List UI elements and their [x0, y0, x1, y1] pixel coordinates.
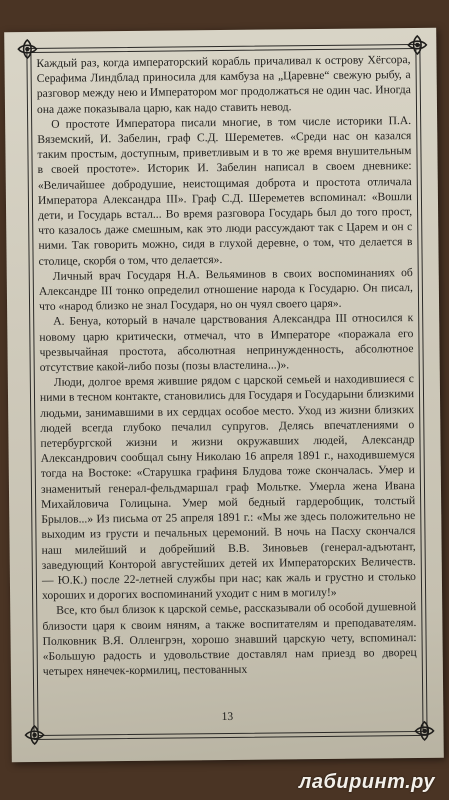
- body-text: [36, 52, 417, 679]
- paragraph: Все, кто был близок к царской семье, рассказывали об особой душевной близости царя к своим няням, а также воспитателям и преподавателям. Полковник В.Я. Олленгрэн, хорошо знавший царскую чету, вспоминал: «Большую радость и удовольствие доставлял нам приезд во дворец четырех нянечек-кормилиц, пестованных: [42, 600, 417, 679]
- paragraph: Личный врач Государя Н.А. Вельяминов в своих воспоминаниях об Александре III тонко определил отношение народа к Государю. Он писал, что «народ близко не знал Государя, но он чуял своего царя».: [38, 265, 413, 314]
- paragraph: О простоте Императора писали многие, в том числе историки П.А. Вяземский, И. Забелин, граф С.Д. Шереметев. «Среди нас он казался таким простым, доступным, приветливым и в то же время внушительным в своей простоте». Историк И. Забелин написал в своем дневнике: «Величайшее добродушие, неистощимая доброта и простота отличала Императора Александра III». Граф С.Д. Шереметев вспоминал: «Вошли дети, и Государь встал... Во время разговора Государь был до того прост, что казалось даже смешным, как это люди рассуждают так с Царем и он с ними. Так говорить можно, сидя в глухой деревне, о том, что делается в столице, скорбя о том, что делается».: [37, 113, 413, 268]
- paragraph: Люди, долгое время жившие рядом с царской семьей и находившиеся с ними в тесном контакте, становились для Государя и Государыни близкими людьми, занимавшими в их сердцах особое место. Уход из жизни близких людей всегда глубоко печалил супругов. Делясь впечатлениями о петербургской жизни и жизни окружавших людей, Александр Александрович сообщал сыну Николаю 16 апреля 1891 г., находившемуся тогда на Востоке: «Старушка графиня Блудова тоже скончалась. Умер и знаменитый генерал-фельдмаршал граф Мольтке. Умерла жена Ивана Михайловича Голицына. Умер мой бедный гардеробщик, толстый Брылов...» Из письма от 25 апреля 1891 г.: «Мы же здесь положительно не выходим из грусти и печальных церемоний. В ночь на Пасху скончался наш милейший и добрейший В.В. Зиновьев (генерал-адъютант, заведующий Конторой августейших детей их Императорских Величеств. — Ю.К.) после 22-летней службы при нас; как жаль и грустно и столько хороших и дорогих воспоминаний уходит с ним в могилу!»: [39, 372, 416, 603]
- page-number: 13: [221, 709, 234, 724]
- book-page: [4, 28, 444, 762]
- corner-ornament-icon: [16, 38, 38, 60]
- corner-ornament-icon: [23, 724, 45, 746]
- corner-ornament-icon: [413, 720, 435, 742]
- watermark: лабиринт.ру: [298, 771, 435, 793]
- paragraph: Каждый раз, когда императорский корабль причаливал к острову Хёгсора, Серафима Линдблад приносила для камбуза на „Царевне“ свежую рыбу, а разговор между нею и Императором мог продолжаться не один час. Иногда она даже показывала царю, как надо ставить невод.: [36, 53, 411, 116]
- paragraph: А. Бенуа, который в начале царствования Александра III относился к новому царю критически, отмечал, что в Императоре «поражала его чрезвычайная простота, абсолютная непринужденность, абсолютное отсутствие какой-либо позы (позы властелина...)».: [39, 311, 414, 374]
